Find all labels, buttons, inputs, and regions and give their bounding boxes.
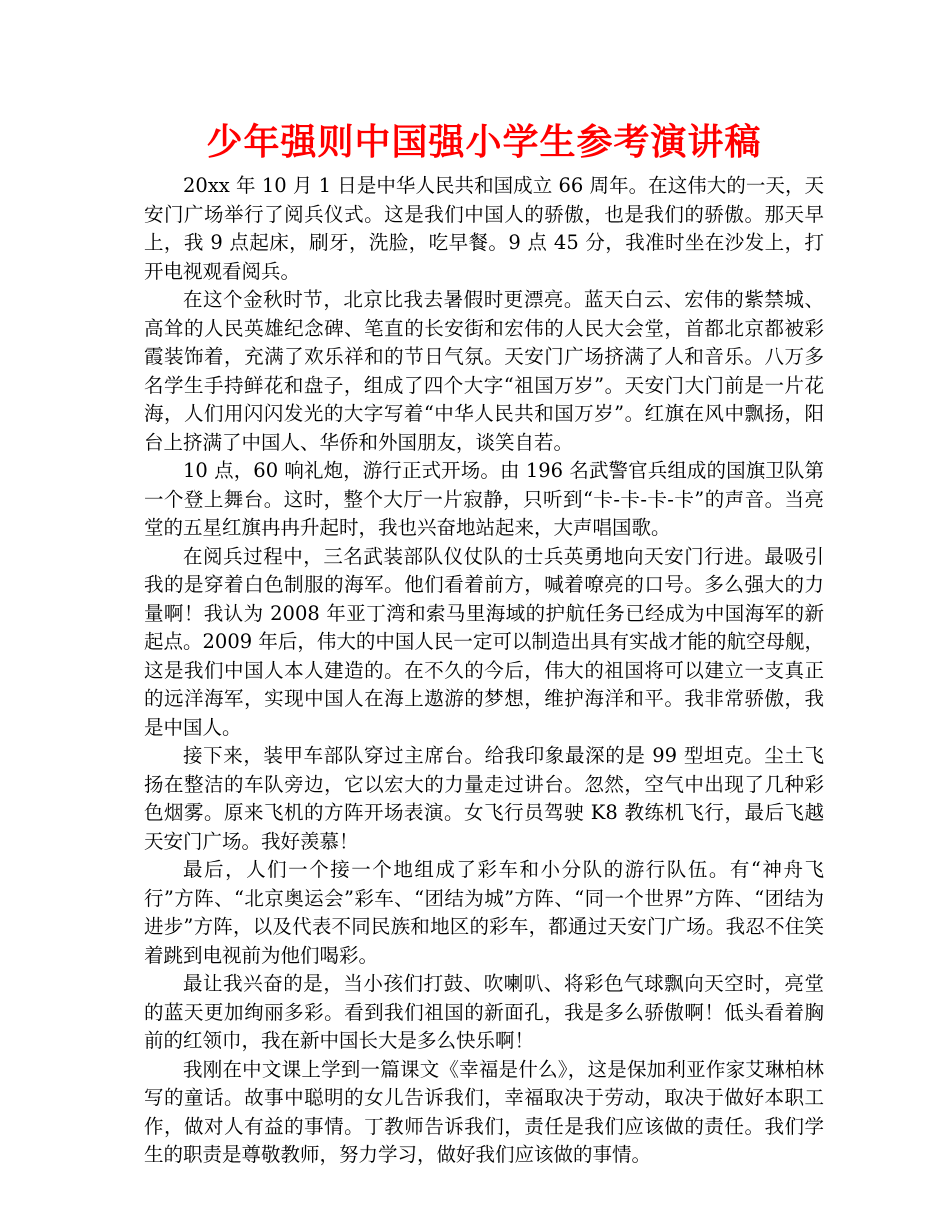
paragraph: 最后，人们一个接一个地组成了彩车和小分队的游行队伍。有“神舟飞行”方阵、“北京奥运会”彩车、“团结为城”方阵、“同一个世界”方阵、“团结为进步”方阵，以及代表不同民族和地区的彩车，都通过天安门广场。我忍不住笑着跳到电视前为他们喝彩。 [144,858,824,967]
document-page [144,118,824,1170]
document-title: 少年强则中国强小学生参考演讲稿 [206,122,762,163]
paragraph: 最让我兴奋的是，当小孩们打鼓、吹喇叭、将彩色气球飘向天空时，亮堂的蓝天更加绚丽多彩。看到我们祖国的新面孔，我是多么骄傲啊！低头看着胸前的红领巾，我在新中国长大是多么快乐啊！ [144,972,824,1052]
paragraph: 我刚在中文课上学到一篇课文《幸福是什么》，这是保加利亚作家艾琳柏林写的童话。故事中聪明的女儿告诉我们，幸福取决于劳动，取决于做好本职工作，做对人有益的事情。丁教师告诉我们，责任是我们应该做的责任。我们学生的职责是尊敬教师，努力学习，做好我们应该做的事情。 [144,1057,824,1166]
paragraph: 在这个金秋时节，北京比我去暑假时更漂亮。蓝天白云、宏伟的紫禁城、高耸的人民英雄纪念碑、笔直的长安街和宏伟的人民大会堂，首都北京都被彩霞装饰着，充满了欢乐祥和的节日气氛。天安门广场挤满了人和音乐。八万多名学生手持鲜花和盘子，组成了四个大字“祖国万岁”。天安门大门前是一片花海，人们用闪闪发光的大字写着“中华人民共和国万岁”。红旗在风中飘扬，阳台上挤满了中国人、华侨和外国朋友，谈笑自若。 [144,288,824,454]
paragraph: 在阅兵过程中，三名武装部队仪仗队的士兵英勇地向天安门行进。最吸引我的是穿着白色制服的海军。他们看着前方，喊着嘹亮的口号。多么强大的力量啊！我认为 2008 年亚丁湾和索马里海域的护航任务已经成为中国海军的新起点。2009 年后，伟大的中国人民一定可以制造出具有实战才能的航空母舰，这是我们中国人本人建造的。在不久的今后，伟大的祖国将可以建立一支真正的远洋海军，实现中国人在海上遨游的梦想，维护海洋和平。我非常骄傲，我是中国人。 [144,544,824,739]
paragraph: 接下来，装甲车部队穿过主席台。给我印象最深的是 99 型坦克。尘土飞扬在整洁的车队旁边，它以宏大的力量走过讲台。忽然，空气中出现了几种彩色烟雾。原来飞机的方阵开场表演。女飞行员驾驶 K8 教练机飞行，最后飞越天安门广场。我好羡慕！ [144,744,824,853]
paragraph: 20xx 年 10 月 1 日是中华人民共和国成立 66 周年。在这伟大的一天，天安门广场举行了阅兵仪式。这是我们中国人的骄傲，也是我们的骄傲。那天早上，我 9 点起床，刷牙，洗脸，吃早餐。9 点 45 分，我准时坐在沙发上，打开电视观看阅兵。 [144,174,824,283]
paragraph: 10 点，60 响礼炮，游行正式开场。由 196 名武警官兵组成的国旗卫队第一个登上舞台。这时，整个大厅一片寂静，只听到“卡-卡-卡-卡”的声音。当亮堂的五星红旗冉冉升起时，我也兴奋地站起来，大声唱国歌。 [144,459,824,539]
